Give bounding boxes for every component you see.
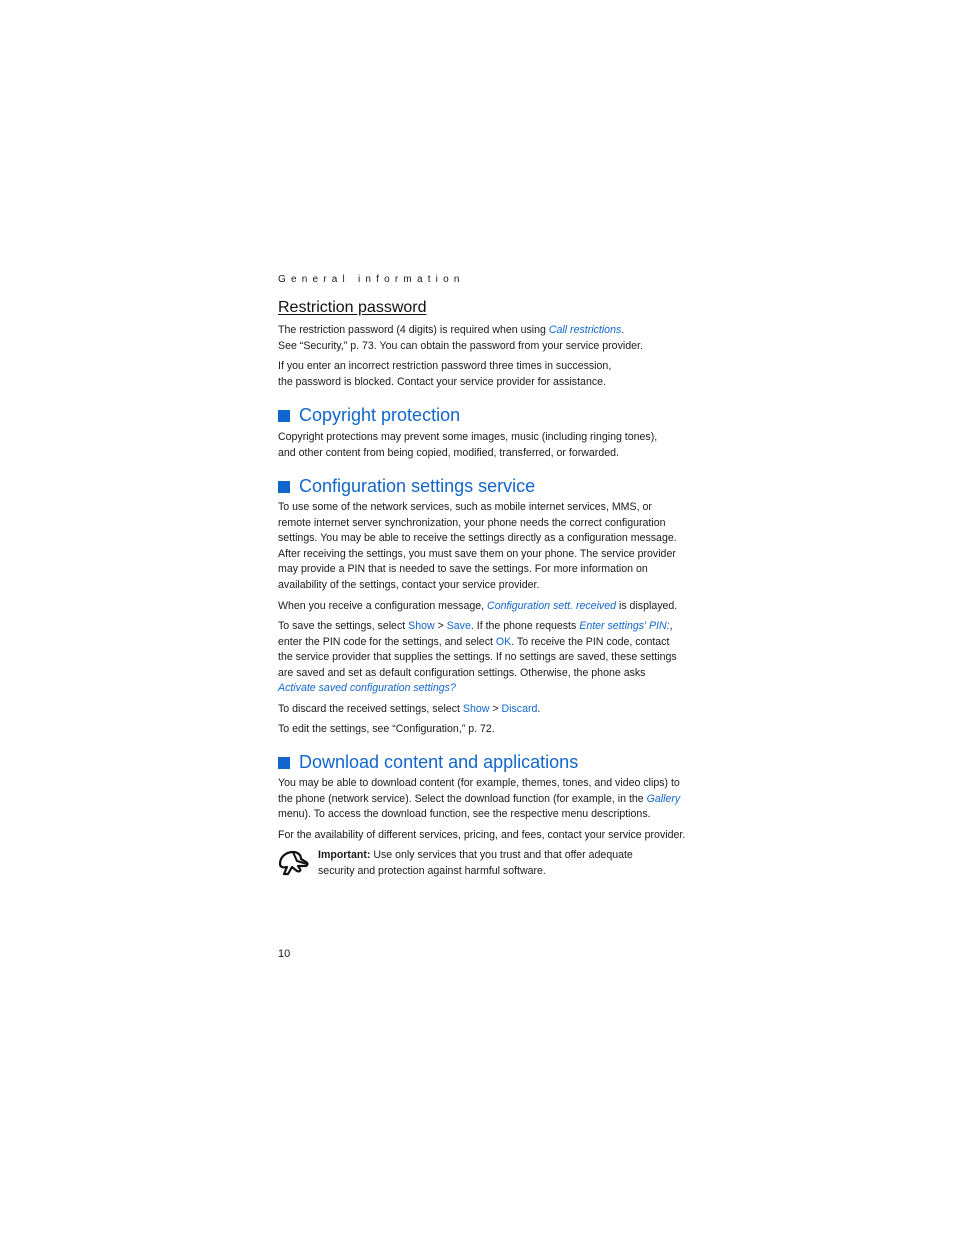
configuration-paragraph-1: To use some of the network services, such as mobile internet services, MMS, or remote internet server synchronization, your phone needs the correct configuration settings. You may be able to receive the settings directly as a configuration message. After receiving the settings, you must save them on your phone. The service provider may provide a PIN that is needed to save the settings. For more information on availability of the settings, contact your service provider. — [278, 501, 677, 591]
important-hand-icon — [278, 850, 310, 876]
download-content-heading: Download content and applications — [278, 752, 578, 773]
gallery-menu-link[interactable]: Gallery — [646, 792, 681, 805]
download-paragraph-1: You may be able to download content (for example, themes, tones, and video clips) to the phone (network service). Select the download function (for example, in the Gallery menu). To access the download function, see the respective menu descriptions. — [278, 777, 681, 821]
discard-option[interactable]: Discard — [501, 703, 538, 715]
copyright-paragraph: Copyright protections may prevent some images, music (including ringing tones), and other content from being copied, modified, transferred, or forwarded. — [278, 431, 658, 459]
configuration-paragraph-5: To edit the settings, see “Configuration,” p. 72. — [278, 723, 495, 735]
section-square-icon — [278, 410, 290, 422]
ok-option[interactable]: OK — [495, 635, 512, 648]
configuration-paragraph-3: To save the settings, select Show > Save. If the phone requests Enter settings' PIN:, enter the PIN code for the settings, and select OK. To receive the PIN code, contact the service provider that supplies the settings. If no settings are saved, these settings are saved and set as default configuration settings. Otherwise, the phone asks Activate saved configuration settings? — [278, 620, 677, 695]
configuration-paragraph-2: When you receive a configuration message, Configuration sett. received is displayed. — [278, 600, 678, 612]
restriction-password-paragraph-2: If you enter an incorrect restriction password three times in succession, the password is blocked. Contact your service provider for assistance. — [278, 360, 612, 388]
important-label: Important: — [318, 849, 371, 861]
download-paragraph-2: For the availability of different services, pricing, and fees, contact your service provider. — [278, 829, 686, 841]
running-head: General information — [278, 274, 465, 285]
call-restrictions-link[interactable]: Call restrictions — [548, 324, 622, 336]
activate-saved-settings-prompt: Activate saved configuration settings? — [278, 682, 456, 695]
restriction-password-paragraph-1: The restriction password (4 digits) is required when using Call restrictions. See “Security,” p. 73. You can obtain the password from your service provider. — [278, 324, 643, 352]
configuration-settings-heading: Configuration settings service — [278, 476, 535, 497]
save-option[interactable]: Save — [446, 620, 471, 632]
important-note: Important: Use only services that you trust and that offer adequate security and protection against harmful software. — [318, 849, 633, 877]
show-option[interactable]: Show — [462, 703, 490, 715]
show-option[interactable]: Show — [408, 620, 435, 632]
section-square-icon — [278, 481, 290, 493]
enter-settings-pin-prompt: Enter settings' PIN: — [579, 620, 670, 632]
page-number: 10 — [278, 948, 291, 960]
copyright-protection-heading: Copyright protection — [278, 405, 460, 426]
configuration-paragraph-4: To discard the received settings, select Show > Discard. — [278, 703, 541, 715]
configuration-received-prompt: Configuration sett. received — [487, 600, 617, 612]
restriction-password-heading: Restriction password — [278, 299, 427, 316]
section-square-icon — [278, 757, 290, 769]
